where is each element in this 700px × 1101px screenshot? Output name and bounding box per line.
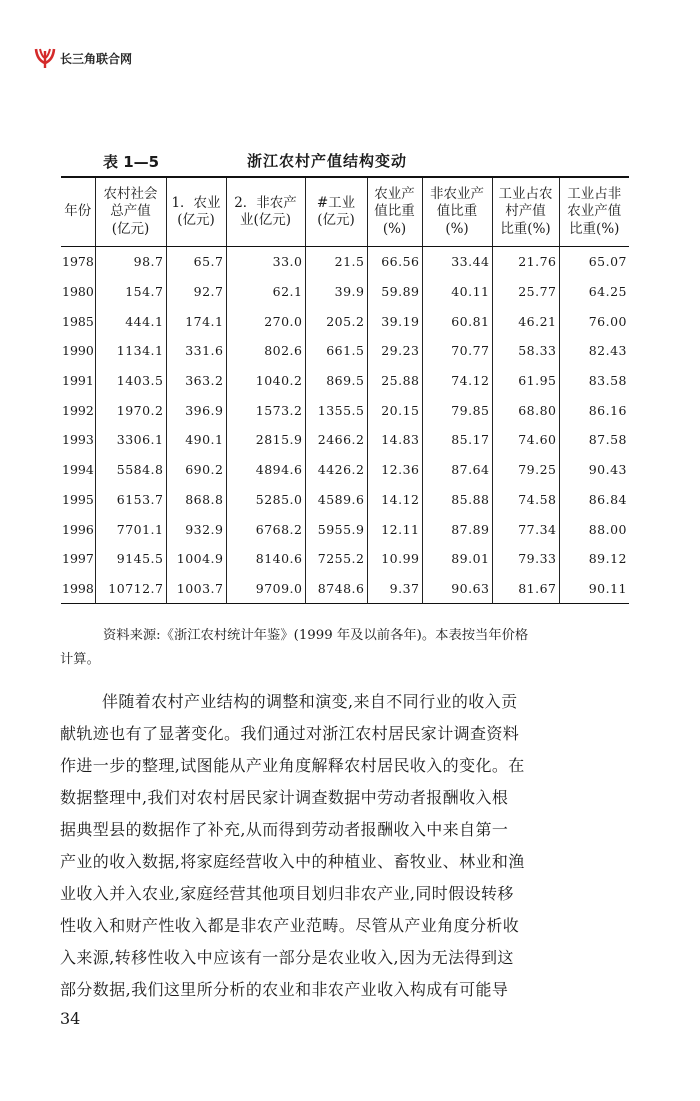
year-cell: 1997 — [62, 551, 94, 567]
year-cell: 1980 — [62, 284, 94, 300]
table-cell: 6153.7 — [95, 485, 166, 515]
column-header — [367, 177, 422, 247]
table-cell: 5285.0 — [226, 485, 305, 515]
table-cell: 1573.2 — [226, 395, 305, 425]
table-cell: 444.1 — [95, 306, 166, 336]
table-cell: 396.9 — [166, 395, 226, 425]
table-cell: 90.11 — [559, 574, 629, 604]
table-cell: 868.8 — [166, 485, 226, 515]
paragraph-line: 产业的收入数据,将家庭经营收入中的种植业、畜牧业、林业和渔 — [60, 852, 525, 871]
table-cell: 331.6 — [166, 336, 226, 366]
column-header-line: 2．非农产 — [234, 194, 297, 211]
table-cell: 70.77 — [422, 336, 492, 366]
body-paragraph — [60, 686, 644, 1006]
data-table — [61, 176, 629, 604]
table-row — [61, 485, 629, 515]
table-row — [61, 425, 629, 455]
table-cell: 5584.8 — [95, 455, 166, 485]
table-cell: 39.19 — [367, 306, 422, 336]
table-row — [61, 277, 629, 307]
table-cell: 3306.1 — [95, 425, 166, 455]
paragraph-line: 业收入并入农业,家庭经营其他项目划归非农产业,同时假设转移 — [60, 884, 514, 903]
column-header-line: 年份 — [64, 203, 92, 220]
column-header-line: (亿元) — [317, 212, 355, 228]
table-cell: 62.1 — [226, 277, 305, 307]
table-cell: 1004.9 — [166, 544, 226, 574]
site-logo-icon — [34, 46, 56, 70]
year-cell: 1993 — [62, 432, 94, 448]
table-cell: 60.81 — [422, 306, 492, 336]
column-header-line: (%) — [382, 220, 407, 237]
table-cell: 74.12 — [422, 366, 492, 396]
table-cell: 90.43 — [559, 455, 629, 485]
table-cell: 79.85 — [422, 395, 492, 425]
column-header-line: #工业 — [316, 194, 356, 211]
column-header-line: (亿元) — [177, 212, 215, 228]
table-cell: 20.15 — [367, 395, 422, 425]
table-cell: 65.7 — [166, 247, 226, 277]
table-cell: 154.7 — [95, 277, 166, 307]
table-cell: 2815.9 — [226, 425, 305, 455]
table-cell: 1403.5 — [95, 366, 166, 396]
table-cell: 74.58 — [492, 485, 559, 515]
year-cell: 1991 — [62, 373, 94, 389]
table-cell: 87.58 — [559, 425, 629, 455]
paragraph-line: 性收入和财产性收入都是非农产业范畴。尽管从产业角度分析收 — [60, 916, 520, 935]
table-cell: 87.89 — [422, 514, 492, 544]
year-cell: 1998 — [62, 580, 94, 596]
site-name: 长三角联合网 — [60, 51, 133, 66]
source-note-line: 资料来源:《浙江农村统计年鉴》(1999 年及以前各年)。本表按当年价格 — [103, 628, 529, 643]
column-header — [95, 177, 166, 247]
table-cell: 66.56 — [367, 247, 422, 277]
table-row — [61, 306, 629, 336]
table-cell: 58.33 — [492, 336, 559, 366]
year-cell: 1985 — [62, 313, 94, 329]
table-cell: 8748.6 — [305, 574, 367, 604]
table-cell: 9145.5 — [95, 544, 166, 574]
table-cell: 25.77 — [492, 277, 559, 307]
table-label: 表 1—5 — [103, 153, 160, 171]
table-cell: 1003.7 — [166, 574, 226, 604]
table-row — [61, 544, 629, 574]
source-note-line: 计算。 — [60, 652, 100, 667]
column-header-line: 值比重 — [374, 203, 415, 220]
column-header-line: 比重(%) — [500, 220, 551, 237]
site-logo — [34, 46, 132, 70]
table-cell: 33.0 — [226, 247, 305, 277]
table-cell: 4426.2 — [305, 455, 367, 485]
table-cell: 1040.2 — [226, 366, 305, 396]
table-cell: 205.2 — [305, 306, 367, 336]
column-header — [305, 177, 367, 247]
table-cell: 81.67 — [492, 574, 559, 604]
column-header-line: 比重(%) — [569, 220, 620, 237]
year-cell: 1990 — [62, 343, 94, 359]
table-cell: 932.9 — [166, 514, 226, 544]
paragraph-line: 作进一步的整理,试图能从产业角度解释农村居民收入的变化。在 — [60, 756, 525, 775]
table-cell: 86.84 — [559, 485, 629, 515]
table-cell: 39.9 — [305, 277, 367, 307]
table-row — [61, 455, 629, 485]
table-cell: 21.76 — [492, 247, 559, 277]
table-row — [61, 395, 629, 425]
table-cell: 86.16 — [559, 395, 629, 425]
table-cell: 10.99 — [367, 544, 422, 574]
paragraph-line: 部分数据,我们这里所分析的农业和非农产业收入构成有可能导 — [60, 980, 509, 999]
table-cell: 1355.5 — [305, 395, 367, 425]
table-cell: 29.23 — [367, 336, 422, 366]
column-header-line: (%) — [445, 220, 469, 237]
table-cell: 14.83 — [367, 425, 422, 455]
table-cell: 59.89 — [367, 277, 422, 307]
column-header-line: 村产值 — [505, 203, 546, 220]
table-cell: 74.60 — [492, 425, 559, 455]
table-cell: 87.64 — [422, 455, 492, 485]
table-cell: 1134.1 — [95, 336, 166, 366]
column-header-line: 工业占农 — [498, 185, 553, 202]
table-row — [61, 336, 629, 366]
table-title: 浙江农村产值结构变动 — [247, 152, 408, 170]
table-cell: 64.25 — [559, 277, 629, 307]
paragraph-line: 伴随着农村产业结构的调整和演变,来自不同行业的收入贡 — [102, 692, 518, 711]
table-cell: 661.5 — [305, 336, 367, 366]
table-cell: 10712.7 — [95, 574, 166, 604]
table-cell: 82.43 — [559, 336, 629, 366]
table-cell: 690.2 — [166, 455, 226, 485]
table-cell: 79.25 — [492, 455, 559, 485]
table-cell: 92.7 — [166, 277, 226, 307]
table-cell: 7255.2 — [305, 544, 367, 574]
table-cell: 76.00 — [559, 306, 629, 336]
column-header — [422, 177, 492, 247]
table-cell: 46.21 — [492, 306, 559, 336]
column-header-line: 业(亿元) — [239, 212, 292, 228]
column-header-line: 工业占非 — [567, 185, 622, 202]
table-cell: 77.34 — [492, 514, 559, 544]
column-header-line: 1．农业 — [171, 194, 221, 211]
column-header-line: 值比重 — [436, 203, 478, 220]
table-cell: 9.37 — [367, 574, 422, 604]
table-row — [61, 366, 629, 396]
year-cell: 1978 — [62, 254, 94, 270]
table-cell: 4589.6 — [305, 485, 367, 515]
table-cell: 85.88 — [422, 485, 492, 515]
table-cell: 89.12 — [559, 544, 629, 574]
table-cell: 89.01 — [422, 544, 492, 574]
table-cell: 79.33 — [492, 544, 559, 574]
column-header — [492, 177, 559, 247]
paragraph-line: 数据整理中,我们对农村居民家计调查数据中劳动者报酬收入根 — [60, 788, 509, 807]
table-cell: 85.17 — [422, 425, 492, 455]
table-cell: 270.0 — [226, 306, 305, 336]
table-cell: 12.11 — [367, 514, 422, 544]
table-cell: 2466.2 — [305, 425, 367, 455]
table-cell: 90.63 — [422, 574, 492, 604]
table-cell: 6768.2 — [226, 514, 305, 544]
table-cell: 40.11 — [422, 277, 492, 307]
table-cell: 61.95 — [492, 366, 559, 396]
table-body — [61, 247, 629, 604]
table-cell: 9709.0 — [226, 574, 305, 604]
column-header-line: 农村社会 — [103, 185, 158, 202]
table-cell: 174.1 — [166, 306, 226, 336]
table-cell: 8140.6 — [226, 544, 305, 574]
table-cell: 65.07 — [559, 247, 629, 277]
year-cell: 1996 — [62, 521, 94, 537]
table-row — [61, 574, 629, 604]
paragraph-line: 入来源,转移性收入中应该有一部分是农业收入,因为无法得到这 — [60, 948, 514, 967]
table-cell: 88.00 — [559, 514, 629, 544]
paragraph-line: 献轨迹也有了显著变化。我们通过对浙江农村居民家计调查资料 — [60, 724, 520, 743]
table-cell: 25.88 — [367, 366, 422, 396]
table-row — [61, 247, 629, 277]
table-cell: 83.58 — [559, 366, 629, 396]
table-cell: 68.80 — [492, 395, 559, 425]
table-cell: 21.5 — [305, 247, 367, 277]
column-header-line: 农业产 — [374, 185, 415, 202]
table-cell: 1970.2 — [95, 395, 166, 425]
year-cell: 1995 — [62, 491, 94, 507]
table-cell: 33.44 — [422, 247, 492, 277]
table-row — [61, 514, 629, 544]
table-cell: 5955.9 — [305, 514, 367, 544]
year-cell: 1992 — [62, 402, 94, 418]
table-cell: 7701.1 — [95, 514, 166, 544]
table-cell: 869.5 — [305, 366, 367, 396]
table-cell: 4894.6 — [226, 455, 305, 485]
paragraph-line: 据典型县的数据作了补充,从而得到劳动者报酬收入中来自第一 — [60, 820, 509, 839]
table-cell: 802.6 — [226, 336, 305, 366]
source-note — [60, 624, 643, 672]
column-header-line: 总产值 — [110, 203, 151, 220]
page-number: 34 — [60, 1009, 81, 1028]
column-header — [226, 177, 305, 247]
column-header-line: 农业产值 — [567, 203, 622, 220]
column-header — [166, 177, 226, 247]
table-cell: 363.2 — [166, 366, 226, 396]
table-header-row — [61, 177, 629, 247]
table-cell: 14.12 — [367, 485, 422, 515]
year-cell: 1994 — [62, 462, 94, 478]
table-cell: 12.36 — [367, 455, 422, 485]
column-header — [559, 177, 629, 247]
column-header — [61, 177, 95, 247]
column-header-line: (亿元) — [111, 220, 150, 237]
table-cell: 98.7 — [95, 247, 166, 277]
column-header-line: 非农业产 — [430, 185, 484, 202]
table-cell: 490.1 — [166, 425, 226, 455]
